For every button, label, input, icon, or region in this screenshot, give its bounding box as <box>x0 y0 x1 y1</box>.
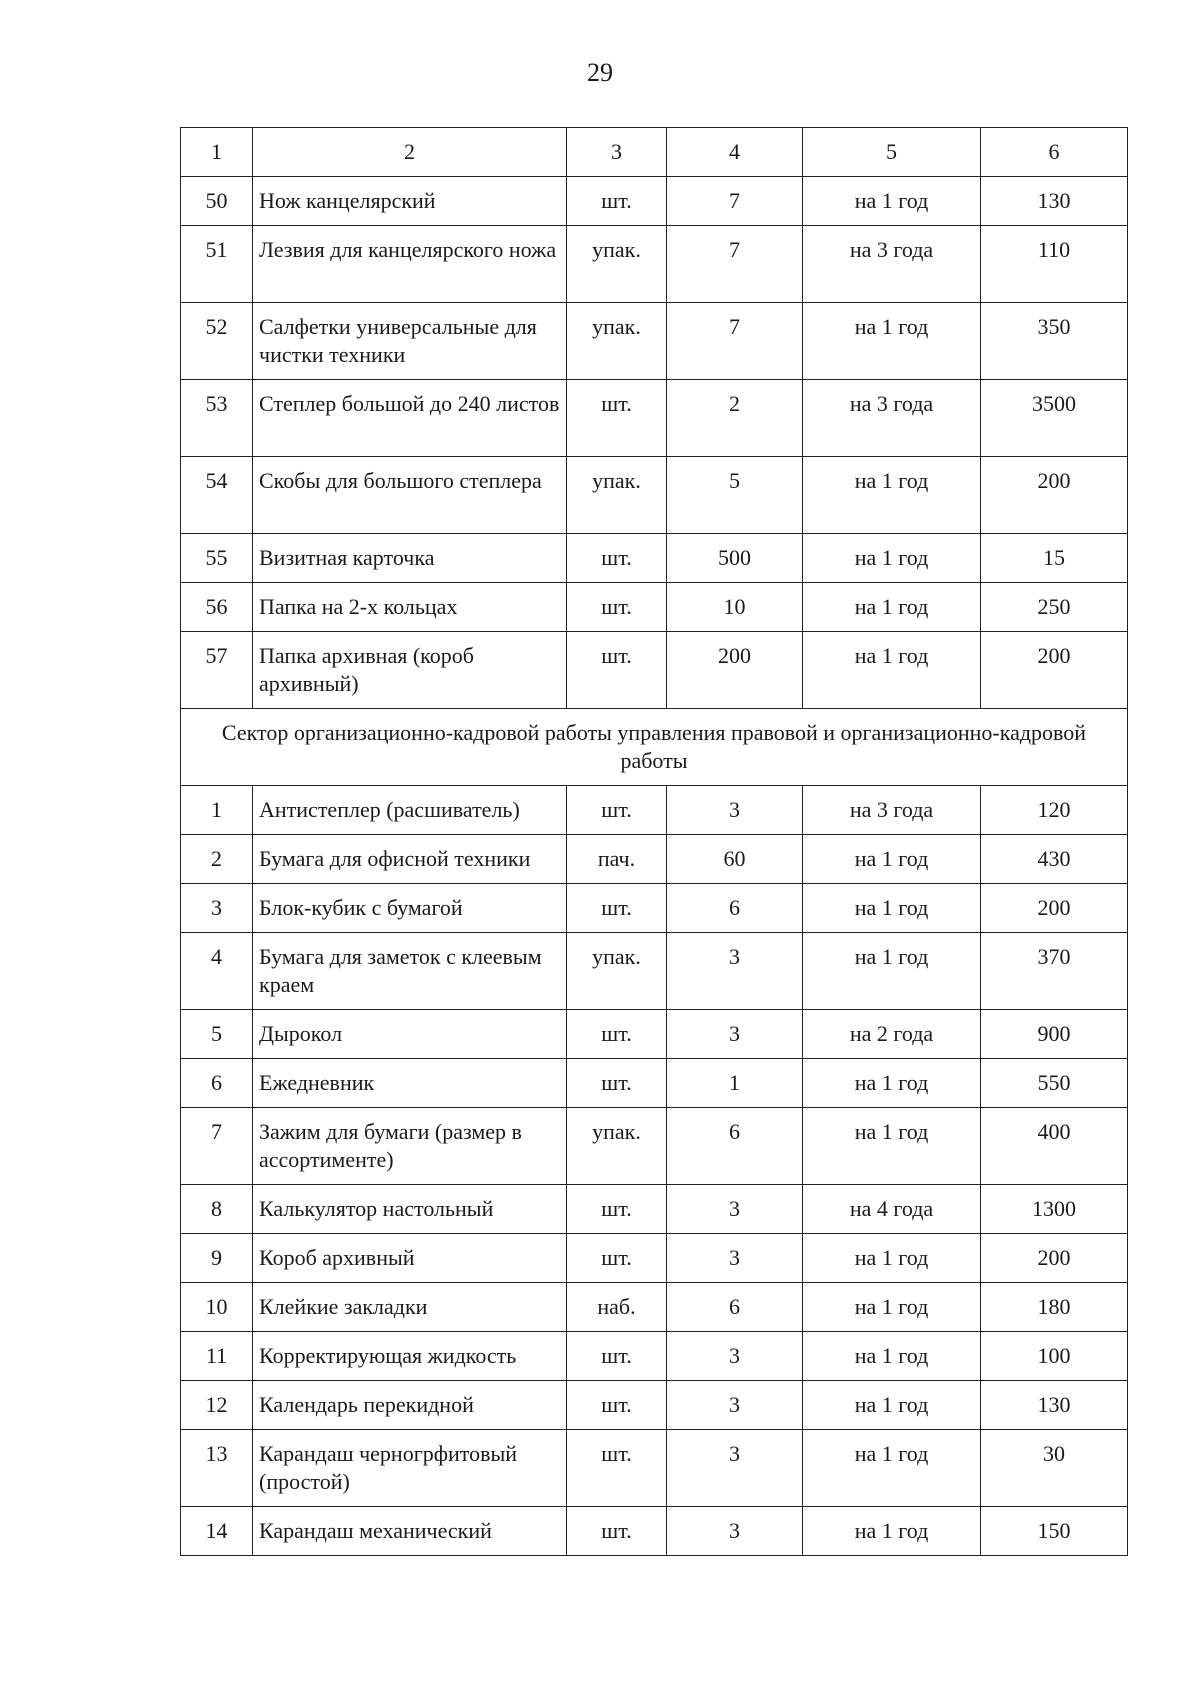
row-number: 54 <box>181 457 253 534</box>
item-price: 130 <box>981 1381 1128 1430</box>
item-quantity: 2 <box>667 380 803 457</box>
item-unit: шт. <box>567 1430 667 1507</box>
item-quantity: 3 <box>667 1507 803 1556</box>
item-name: Степлер большой до 240 листов <box>253 380 567 457</box>
item-period: на 1 год <box>803 583 981 632</box>
item-period: на 1 год <box>803 303 981 380</box>
item-name: Салфетки универсальные для чистки техники <box>253 303 567 380</box>
table-row <box>181 1381 1128 1430</box>
table-row <box>181 1010 1128 1059</box>
item-name: Карандаш механический <box>253 1507 567 1556</box>
item-unit: шт. <box>567 1507 667 1556</box>
item-period: на 1 год <box>803 1283 981 1332</box>
item-quantity: 200 <box>667 632 803 709</box>
item-name: Бумага для заметок с клеевым краем <box>253 933 567 1010</box>
item-period: на 1 год <box>803 177 981 226</box>
item-period: на 1 год <box>803 457 981 534</box>
item-unit: шт. <box>567 632 667 709</box>
item-price: 200 <box>981 1234 1128 1283</box>
item-quantity: 3 <box>667 786 803 835</box>
item-unit: шт. <box>567 1059 667 1108</box>
item-price: 1300 <box>981 1185 1128 1234</box>
table-row <box>181 1234 1128 1283</box>
item-period: на 3 года <box>803 786 981 835</box>
item-name: Бумага для офисной техники <box>253 835 567 884</box>
item-price: 130 <box>981 177 1128 226</box>
item-quantity: 3 <box>667 933 803 1010</box>
item-name: Карандаш черногрфитовый (простой) <box>253 1430 567 1507</box>
item-quantity: 3 <box>667 1185 803 1234</box>
row-number: 57 <box>181 632 253 709</box>
item-quantity: 7 <box>667 177 803 226</box>
section-title: Сектор организационно-кадровой работы управления правовой и организационно-кадровой работы <box>181 709 1128 786</box>
item-quantity: 6 <box>667 1108 803 1185</box>
row-number: 56 <box>181 583 253 632</box>
table-row <box>181 884 1128 933</box>
item-period: на 3 года <box>803 380 981 457</box>
item-quantity: 6 <box>667 1283 803 1332</box>
item-price: 370 <box>981 933 1128 1010</box>
table-row <box>181 1507 1128 1556</box>
item-unit: шт. <box>567 380 667 457</box>
item-name: Лезвия для канцелярского ножа <box>253 226 567 303</box>
table-row <box>181 786 1128 835</box>
table-row <box>181 1108 1128 1185</box>
item-unit: упак. <box>567 1108 667 1185</box>
item-period: на 1 год <box>803 1507 981 1556</box>
table-row <box>181 380 1128 457</box>
item-price: 200 <box>981 457 1128 534</box>
row-number: 53 <box>181 380 253 457</box>
item-quantity: 3 <box>667 1010 803 1059</box>
item-quantity: 1 <box>667 1059 803 1108</box>
item-price: 430 <box>981 835 1128 884</box>
item-period: на 1 год <box>803 1381 981 1430</box>
item-price: 110 <box>981 226 1128 303</box>
item-name: Блок-кубик с бумагой <box>253 884 567 933</box>
item-price: 200 <box>981 884 1128 933</box>
item-quantity: 7 <box>667 303 803 380</box>
item-unit: шт. <box>567 1010 667 1059</box>
table-row <box>181 1059 1128 1108</box>
row-number: 7 <box>181 1108 253 1185</box>
item-price: 180 <box>981 1283 1128 1332</box>
table-row <box>181 1185 1128 1234</box>
item-unit: шт. <box>567 177 667 226</box>
item-unit: шт. <box>567 884 667 933</box>
item-period: на 1 год <box>803 884 981 933</box>
row-number: 4 <box>181 933 253 1010</box>
item-period: на 1 год <box>803 534 981 583</box>
item-price: 400 <box>981 1108 1128 1185</box>
table-row <box>181 835 1128 884</box>
item-unit: пач. <box>567 835 667 884</box>
item-name: Дырокол <box>253 1010 567 1059</box>
row-number: 50 <box>181 177 253 226</box>
table-row <box>181 632 1128 709</box>
item-price: 550 <box>981 1059 1128 1108</box>
item-name: Визитная карточка <box>253 534 567 583</box>
item-period: на 1 год <box>803 1108 981 1185</box>
row-number: 2 <box>181 835 253 884</box>
item-unit: шт. <box>567 1332 667 1381</box>
row-number: 11 <box>181 1332 253 1381</box>
item-period: на 1 год <box>803 1332 981 1381</box>
row-number: 12 <box>181 1381 253 1430</box>
row-number: 1 <box>181 786 253 835</box>
item-unit: упак. <box>567 226 667 303</box>
table-row <box>181 303 1128 380</box>
section-row <box>181 709 1128 786</box>
table-row <box>181 226 1128 303</box>
table-row <box>181 1430 1128 1507</box>
item-unit: упак. <box>567 933 667 1010</box>
row-number: 5 <box>181 1010 253 1059</box>
item-unit: шт. <box>567 583 667 632</box>
item-name: Калькулятор настольный <box>253 1185 567 1234</box>
item-unit: шт. <box>567 1185 667 1234</box>
item-price: 350 <box>981 303 1128 380</box>
row-number: 51 <box>181 226 253 303</box>
table-row <box>181 583 1128 632</box>
row-number: 52 <box>181 303 253 380</box>
item-price: 3500 <box>981 380 1128 457</box>
header-cell: 1 <box>181 128 253 177</box>
header-cell: 2 <box>253 128 567 177</box>
row-number: 55 <box>181 534 253 583</box>
item-quantity: 3 <box>667 1381 803 1430</box>
table-row <box>181 534 1128 583</box>
table-row <box>181 933 1128 1010</box>
item-period: на 1 год <box>803 933 981 1010</box>
item-quantity: 3 <box>667 1332 803 1381</box>
item-period: на 1 год <box>803 1234 981 1283</box>
item-price: 900 <box>981 1010 1128 1059</box>
item-name: Папка на 2-х кольцах <box>253 583 567 632</box>
item-price: 250 <box>981 583 1128 632</box>
item-period: на 3 года <box>803 226 981 303</box>
item-quantity: 6 <box>667 884 803 933</box>
table-row <box>181 457 1128 534</box>
item-name: Клейкие закладки <box>253 1283 567 1332</box>
item-unit: упак. <box>567 303 667 380</box>
item-quantity: 500 <box>667 534 803 583</box>
header-cell: 6 <box>981 128 1128 177</box>
page-number: 29 <box>587 58 613 87</box>
item-unit: упак. <box>567 457 667 534</box>
item-price: 30 <box>981 1430 1128 1507</box>
row-number: 14 <box>181 1507 253 1556</box>
header-cell: 3 <box>567 128 667 177</box>
item-period: на 1 год <box>803 632 981 709</box>
item-period: на 1 год <box>803 1430 981 1507</box>
item-quantity: 3 <box>667 1234 803 1283</box>
item-period: на 4 года <box>803 1185 981 1234</box>
item-period: на 2 года <box>803 1010 981 1059</box>
header-row <box>181 128 1128 177</box>
item-name: Антистеплер (расшиватель) <box>253 786 567 835</box>
item-price: 100 <box>981 1332 1128 1381</box>
header-cell: 4 <box>667 128 803 177</box>
item-quantity: 3 <box>667 1430 803 1507</box>
supplies-table <box>180 127 1128 1556</box>
item-name: Зажим для бумаги (размер в ассортименте) <box>253 1108 567 1185</box>
item-unit: шт. <box>567 1234 667 1283</box>
item-unit: шт. <box>567 786 667 835</box>
item-price: 200 <box>981 632 1128 709</box>
table-row <box>181 1283 1128 1332</box>
item-quantity: 5 <box>667 457 803 534</box>
item-period: на 1 год <box>803 1059 981 1108</box>
item-unit: наб. <box>567 1283 667 1332</box>
item-name: Папка архивная (короб архивный) <box>253 632 567 709</box>
item-name: Нож канцелярский <box>253 177 567 226</box>
item-quantity: 7 <box>667 226 803 303</box>
row-number: 6 <box>181 1059 253 1108</box>
header-cell: 5 <box>803 128 981 177</box>
item-quantity: 10 <box>667 583 803 632</box>
item-name: Календарь перекидной <box>253 1381 567 1430</box>
row-number: 10 <box>181 1283 253 1332</box>
item-quantity: 60 <box>667 835 803 884</box>
item-name: Скобы для большого степлера <box>253 457 567 534</box>
row-number: 9 <box>181 1234 253 1283</box>
item-name: Короб архивный <box>253 1234 567 1283</box>
table-row <box>181 1332 1128 1381</box>
item-price: 15 <box>981 534 1128 583</box>
item-period: на 1 год <box>803 835 981 884</box>
item-price: 120 <box>981 786 1128 835</box>
table-row <box>181 177 1128 226</box>
item-name: Корректирующая жидкость <box>253 1332 567 1381</box>
table-body <box>181 128 1128 1556</box>
item-name: Ежедневник <box>253 1059 567 1108</box>
row-number: 8 <box>181 1185 253 1234</box>
row-number: 13 <box>181 1430 253 1507</box>
item-unit: шт. <box>567 1381 667 1430</box>
row-number: 3 <box>181 884 253 933</box>
item-unit: шт. <box>567 534 667 583</box>
item-price: 150 <box>981 1507 1128 1556</box>
